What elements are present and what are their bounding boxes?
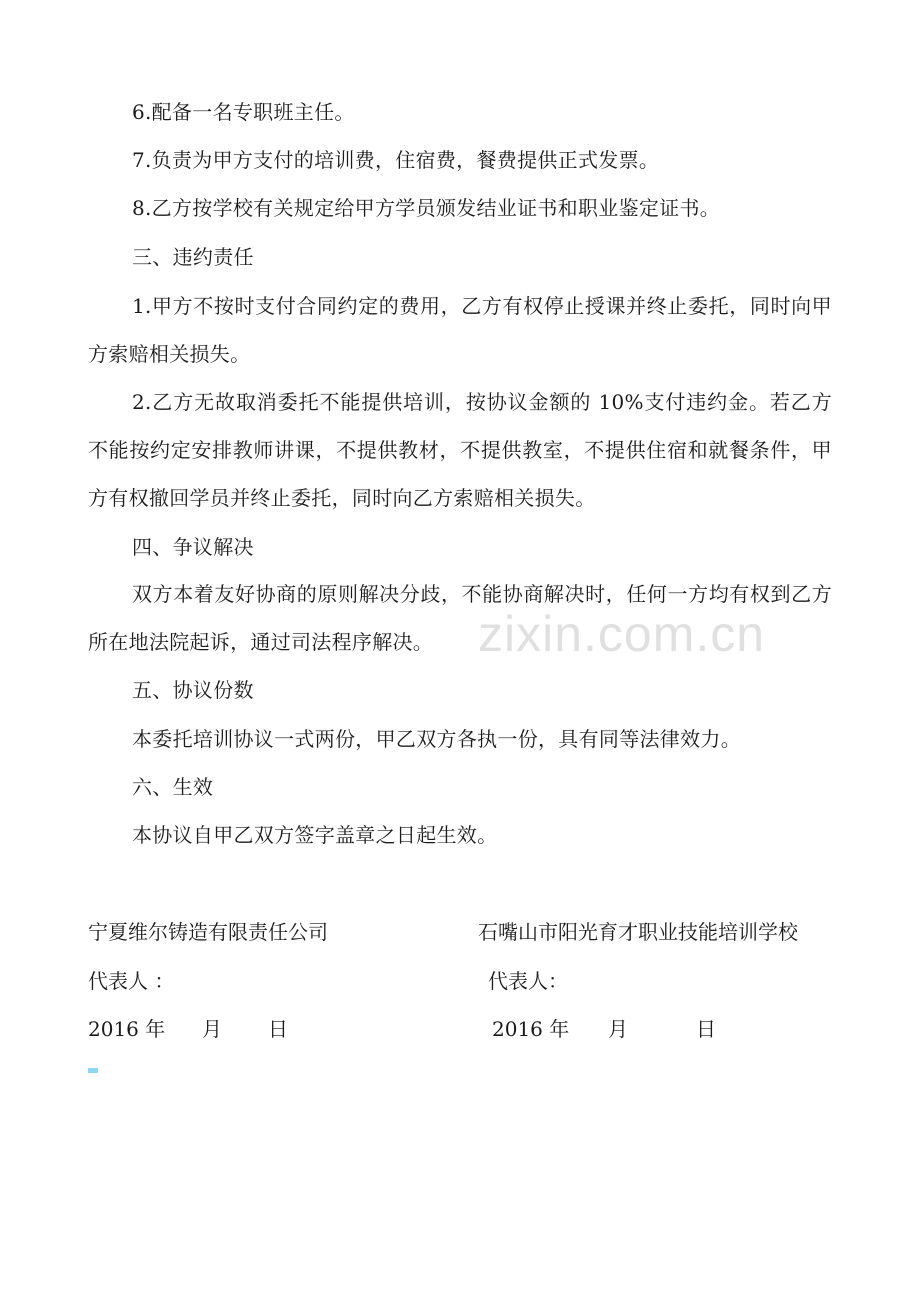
breach-paragraph-1: 1.甲方不按时支付合同约定的费用，乙方有权停止授课并终止委托，同时向甲方索赔相关损失。 bbox=[88, 294, 832, 366]
breach-paragraph-2: 2.乙方无故取消委托不能提供培训，按协议金额的 10%支付违约金。若乙方不能按约定安排教师讲课，不提供教材，不提供教室，不提供住宿和就餐条件，甲方有权撤回学员并终止委托，同时向乙方索赔相关损失。 bbox=[88, 390, 832, 510]
watermark: zixin.com.cn bbox=[478, 606, 766, 662]
party-b-representative: 代表人： bbox=[488, 969, 568, 993]
party-a-day: 日 bbox=[268, 1017, 288, 1041]
party-a-year: 2016 年 bbox=[88, 1017, 166, 1041]
party-a-representative: 代表人 ： bbox=[88, 969, 175, 993]
section-heading-effect: 六、生效 bbox=[132, 775, 214, 799]
party-b-year: 2016 年 bbox=[492, 1017, 570, 1041]
section-heading-copies: 五、协议份数 bbox=[132, 678, 254, 702]
effect-paragraph: 本协议自甲乙双方签字盖章之日起生效。 bbox=[132, 823, 498, 847]
clause-6: 6.配备一名专职班主任。 bbox=[132, 100, 355, 124]
clause-7: 7.负责为甲方支付的培训费，住宿费，餐费提供正式发票。 bbox=[132, 148, 660, 172]
page-marker bbox=[88, 1068, 98, 1073]
party-a-month: 月 bbox=[202, 1017, 222, 1041]
party-a-company: 宁夏维尔铸造有限责任公司 bbox=[88, 920, 328, 944]
copies-paragraph: 本委托培训协议一式两份，甲乙双方各执一份，具有同等法律效力。 bbox=[132, 727, 741, 751]
party-b-day: 日 bbox=[696, 1017, 716, 1041]
dispute-paragraph: 双方本着友好协商的原则解决分歧，不能协商解决时，任何一方均有权到乙方所在地法院起诉，通过司法程序解决。 bbox=[88, 582, 832, 654]
section-heading-breach: 三、违约责任 bbox=[132, 245, 254, 269]
clause-8: 8.乙方按学校有关规定给甲方学员颁发结业证书和职业鉴定证书。 bbox=[132, 196, 721, 220]
party-b-month: 月 bbox=[608, 1017, 628, 1041]
party-b-company: 石嘴山市阳光育才职业技能培训学校 bbox=[478, 920, 798, 944]
section-heading-dispute: 四、争议解决 bbox=[132, 535, 254, 559]
